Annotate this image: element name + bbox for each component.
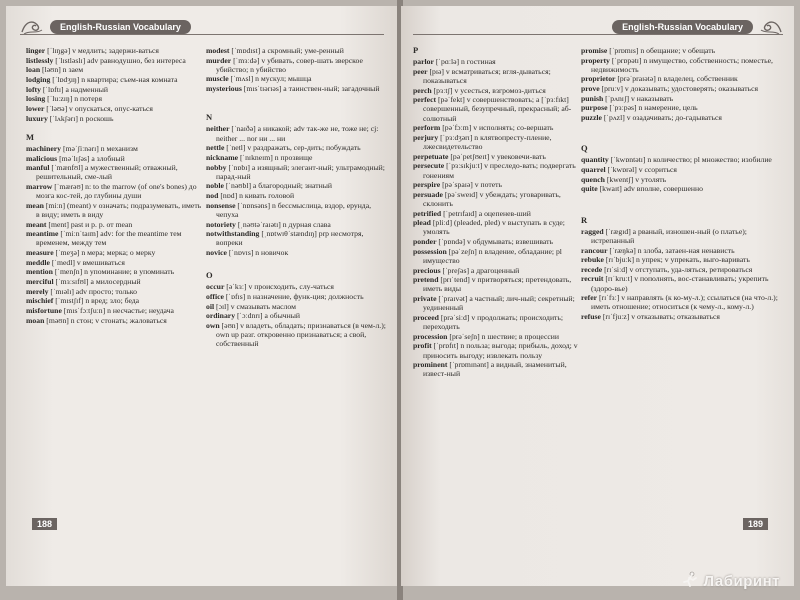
definition: [ˈkwɒrəl] v ссориться (605, 165, 677, 175)
dictionary-entry (413, 332, 579, 341)
dictionary-entry (413, 180, 579, 189)
dictionary-entry (413, 190, 579, 208)
dictionary-entry (581, 312, 781, 321)
definition: [ˈmærəʊ] n: to the marrow (of one's bones) до мозга кос-тей, до глубины души (36, 182, 197, 201)
definition: [ˈnɒvɪs] n новичок (226, 247, 289, 257)
dictionary-entry (206, 163, 388, 181)
headword: proprietor (581, 74, 616, 84)
dictionary-entry (413, 209, 579, 218)
dictionary-entry (581, 293, 781, 311)
left-header (20, 16, 384, 38)
dictionary-entry (413, 57, 579, 66)
headword: pretend (413, 275, 439, 285)
dictionary-entry (26, 267, 202, 276)
definition: [rɪˈbjuːk] n упрек; v упрекать, выго-варивать (603, 255, 750, 265)
headword: office (206, 291, 224, 301)
definition: [prəˈseʃn] n шествие; в процессии (447, 331, 560, 341)
definition: [ɔɪl] v смазывать маслом (214, 301, 296, 311)
definition: [ˈlɪŋgə] v медлить; задержи-ваться (45, 46, 159, 55)
headword: nettle (206, 143, 225, 153)
right-column-2 (581, 46, 781, 322)
dictionary-entry (581, 165, 781, 174)
dictionary-entry (581, 274, 781, 292)
headword: perfect (413, 95, 437, 105)
headword: misfortune (26, 306, 62, 316)
dictionary-entry (413, 313, 579, 331)
dictionary-entry (26, 114, 202, 123)
definition: [ˈmiːnˈtaɪm] adv: for the meantime тем временем, между тем (36, 229, 182, 248)
dictionary-entry (26, 220, 202, 229)
dictionary-entry (413, 360, 579, 378)
definition: [məˈʃiːnərɪ] n механизм (61, 143, 138, 153)
headword: purpose (581, 103, 608, 113)
definition: [prəˈsiːd] v продолжать; происходить; переходить (423, 312, 564, 332)
headword: marrow (26, 182, 53, 192)
page-number: 188 (32, 518, 57, 530)
definition: [ˈmɪstʃɪf] n вред; зло; беда (53, 296, 140, 306)
definition: [ˈɔːdnrɪ] a обычный (235, 311, 301, 321)
definition: [prəˈpraɪətə] n владелец, собственник (615, 74, 738, 84)
definition: [rɪˈfjuːz] v отказывать; отказываться (600, 312, 720, 322)
headword: mention (26, 267, 53, 277)
definition: [ˈlɒdʒɪŋ] n квартира; съем-ная комната (50, 74, 178, 84)
headword: ragged (581, 226, 604, 236)
dictionary-entry (581, 246, 781, 255)
dictionary-entry (413, 218, 579, 236)
headword: nobby (206, 162, 227, 172)
headword: occur (206, 282, 225, 292)
definition: [rɪˈsiːd] v отступать, уда-ляться, ретироваться (602, 264, 753, 274)
dictionary-entry (581, 255, 781, 264)
dictionary-entry (413, 247, 579, 265)
definition: [ˈləʊə] v опускаться, опус-каться (44, 103, 153, 113)
dictionary-entry (206, 191, 388, 200)
definition: [pruːv] v доказывать; удостоверять; оказываться (599, 84, 759, 94)
definition: [ˈmɒdɪst] a скромный; уме-ренный (229, 46, 344, 55)
headword: perpetuate (413, 151, 449, 161)
entries-n (206, 124, 388, 257)
dictionary-entry (413, 161, 579, 179)
dictionary-entry (581, 265, 781, 274)
definition: [pəˈfɔːm] v исполнять; со-вершать (440, 123, 554, 133)
headword: oil (206, 301, 215, 311)
entries-l-top (26, 46, 202, 123)
headword: puzzle (581, 113, 602, 123)
dictionary-entry (26, 182, 202, 200)
headword: malicious (26, 153, 58, 163)
headword: procession (413, 331, 448, 341)
headword: peer (413, 66, 428, 76)
definition: [əˈkɜː] v происходить, слу-чаться (224, 282, 334, 292)
definition: [pəˈfekt] v совершенствовать; a [ˈpɜːfɪkt] совершенный, безупречный, прекрасный; аб-солютный (423, 95, 572, 123)
headword: ordinary (206, 311, 236, 321)
headword: meantime (26, 229, 59, 239)
dictionary-entry (206, 282, 388, 291)
dictionary-entry (206, 248, 388, 257)
definition: [ˈrægɪd] a рваный, изношен-ный (о платье); истрепанный (591, 226, 747, 245)
headword: luxury (26, 113, 48, 123)
dictionary-entry (413, 275, 579, 293)
headword: rebuke (581, 255, 604, 265)
dictionary-entry (206, 181, 388, 190)
dictionary-entry (581, 84, 781, 93)
dictionary-entry (206, 46, 388, 55)
dictionary-entry (206, 74, 388, 83)
dictionary-entry (413, 237, 579, 246)
headword: perspire (413, 180, 441, 190)
headword: recede (581, 264, 603, 274)
entries-r (581, 227, 781, 322)
dictionary-entry (581, 184, 781, 193)
dictionary-entry (413, 266, 579, 275)
headword: lofty (26, 84, 41, 94)
definition: [kwaɪt] adv вполне, совершенно (597, 184, 703, 194)
headword: prove (581, 84, 600, 94)
headword: loan (26, 65, 41, 75)
header-rule (20, 34, 384, 35)
definition: [pəˈzeʃn] n владение, обладание; pl имущество (423, 246, 562, 265)
definition: [ˈmedl] v вмешиваться (49, 257, 125, 267)
dictionary-entry (26, 85, 202, 94)
definition: [prɪˈtend] v притворяться; претендовать, иметь виды (423, 275, 572, 294)
definition: [ˈprɒpətɪ] n имущество, собственность; поместье, недвижимость (591, 55, 773, 74)
dictionary-entry (206, 84, 388, 93)
dictionary-entry (26, 306, 202, 315)
dictionary-entry (413, 133, 579, 151)
dictionary-entry (26, 104, 202, 113)
headword: nickname (206, 152, 239, 162)
headword: precious (413, 265, 441, 275)
right-header (413, 16, 783, 38)
headword: lower (26, 103, 45, 113)
dictionary-entry (26, 287, 202, 296)
headword: punish (581, 93, 604, 103)
definition: [ˈnɪkneɪm] n прозвище (238, 152, 313, 162)
definition: [pɪə] v всматриваться; вгля-дываться; показываться (423, 66, 551, 85)
headword: measure (26, 248, 54, 258)
definition: [ˈmɜːsɪfʊl] a милосердный (53, 277, 141, 287)
dictionary-entry (581, 74, 781, 83)
headword: neither (206, 124, 230, 134)
headword: modest (206, 46, 230, 55)
dictionary-entry (413, 294, 579, 312)
definition: [pəˈpetʃʊeɪt] v увековечи-вать (448, 151, 546, 161)
headword: possession (413, 246, 447, 256)
headword: machinery (26, 143, 62, 153)
headword: parlor (413, 57, 434, 67)
dictionary-entry (413, 341, 579, 359)
dictionary-entry (206, 229, 388, 247)
watermark-logo (681, 571, 780, 590)
headword: quench (581, 174, 605, 184)
headword: merely (26, 286, 49, 296)
headword: nonsense (206, 200, 236, 210)
headword: profit (413, 341, 432, 351)
dictionary-entry (26, 201, 202, 219)
dictionary-entry (26, 229, 202, 247)
dictionary-entry (413, 67, 579, 85)
headword: moan (26, 315, 45, 325)
header-rule (413, 34, 783, 35)
definition: [ˈluːzɪŋ] n потеря (45, 94, 102, 104)
headword: merciful (26, 277, 54, 287)
dictionary-entry (581, 103, 781, 112)
definition: [nɒd] n кивать головой (218, 191, 295, 201)
definition: [rɪˈfɜː] v направлять (к ко-му-л.); ссылаться (на что-л.); иметь отношение; относиться (к чему-л., кому-л.) (591, 293, 778, 312)
dictionary-entry (413, 123, 579, 132)
dictionary-entry (26, 65, 202, 74)
header-title: English-Russian Vocabulary (50, 20, 191, 34)
headword: lodging (26, 74, 51, 84)
dictionary-entry (581, 46, 781, 55)
letter-heading-q: Q (581, 143, 588, 154)
headword: perjury (413, 132, 439, 142)
headword: plead (413, 218, 431, 228)
headword: novice (206, 247, 227, 257)
dictionary-entry (206, 220, 388, 229)
dictionary-entry (581, 94, 781, 103)
dictionary-entry (26, 94, 202, 103)
left-column-2 (206, 46, 388, 349)
headword: mischief (26, 296, 54, 306)
definition: [mɪsˈfɔːtʃuːn] n несчастье; неудача (61, 306, 174, 316)
dictionary-entry (26, 316, 202, 325)
definition: [ment] past и p. p. от mean (46, 219, 133, 229)
headword: muscle (206, 74, 229, 84)
definition: [ˈpetrɪfaɪd] a оцепенев-ший (441, 208, 531, 218)
definition: [pliːd] (pleaded, pled) v выступать в суде; умолять (423, 218, 565, 237)
letter-heading-m: M (26, 131, 35, 142)
left-column-1 (26, 46, 202, 325)
definition: [ˌnɒtwɪθˈstændɪŋ] prp несмотря, вопреки (216, 229, 364, 248)
definition: [ˈnɒnsəns] n бессмыслица, вздор, ерунда, чепуха (216, 200, 372, 219)
dictionary-entry (26, 248, 202, 257)
definition: [ˈpɜːdʒərɪ] n клятвопресту-пление, лжесвидетельство (423, 132, 552, 152)
dictionary-entry (206, 153, 388, 162)
headword: rancour (581, 245, 608, 255)
headword: linger (26, 46, 46, 55)
definition: [ˈmɜːdə] v убивать, совер-шать зверское убийство; n убийство (216, 55, 363, 74)
headword: meant (26, 219, 47, 229)
entries-m (26, 144, 202, 325)
letter-heading-n: N (206, 112, 213, 123)
entries-p (413, 57, 579, 378)
definition: [ˈprɒmɪnənt] a видный, знаменитый, извест-ный (423, 360, 567, 379)
definition: [ˈpɑːlə] n гостиная (433, 57, 496, 67)
headword: meddle (26, 257, 50, 267)
dictionary-entry (26, 144, 202, 153)
definition: [mɪsˈtɪərɪəs] a таинствен-ный; загадочный (241, 84, 380, 94)
dictionary-entry (206, 143, 388, 152)
definition: [əʊn] v владеть, обладать; признаваться (в чем-л.); own up разг. откровенно признаваться; a свой, собственный (216, 320, 386, 349)
definition: [ˈprɒfɪt] n польза; выгода; прибыль, доход; v приносить выгоду; извлекать пользу (423, 341, 578, 360)
dictionary-entry (26, 163, 202, 181)
dictionary-entry (413, 152, 579, 161)
headword: perform (413, 123, 441, 133)
headword: prominent (413, 360, 448, 370)
dictionary-entry (206, 302, 388, 311)
dictionary-entry (413, 86, 579, 95)
dictionary-entry (26, 296, 202, 305)
definition: [ˈmɪəlɪ] adv просто; только (48, 286, 137, 296)
definition: [ˈmænfʊl] a мужественный; отважный, решительный, сме-лый (36, 163, 178, 182)
definition: [ˈlɒftɪ] a надменный (40, 84, 109, 94)
dictionary-entry (206, 56, 388, 74)
entries-q (581, 155, 781, 193)
headword: persuade (413, 189, 443, 199)
headword: nod (206, 191, 219, 201)
headword: mysterious (206, 84, 242, 94)
headword: murder (206, 55, 232, 65)
headword: quite (581, 184, 598, 194)
watermark-text: Лабиринт (703, 573, 780, 590)
headword: quantity (581, 155, 609, 165)
definition: [ˈpɜːsɪkjuːt] v преследо-вать; подвергать гонениям (423, 161, 576, 180)
dictionary-entry (26, 258, 202, 267)
dictionary-entry (206, 292, 388, 301)
dictionary-entry (413, 95, 579, 122)
dictionary-entry (26, 75, 202, 84)
definition: [ˈɒfɪs] n назначение, функ-ция; должность (223, 291, 364, 301)
headword: private (413, 294, 437, 304)
dictionary-entry (206, 311, 388, 320)
dictionary-entry (206, 321, 388, 348)
definition: [ˈnəʊbl] a благородный; знатный (223, 181, 332, 191)
headword: listlessly (26, 55, 54, 65)
headword: mean (26, 200, 44, 210)
definition: [ˈlʌkʃərɪ] n роскошь (47, 113, 114, 123)
dictionary-entry (581, 227, 781, 245)
dictionary-entry (206, 124, 388, 142)
letter-heading-o: O (206, 270, 213, 281)
definition: [ˈprɒmɪs] n обещание; v обещать (607, 46, 716, 55)
dictionary-entry (26, 56, 202, 65)
headword: noble (206, 181, 224, 191)
definition: [ˈlɪstləslɪ] adv равнодушно, без интереса (53, 55, 186, 65)
definition: [ˈnɒbɪ] a изящный; элегант-ный; ультрамодный; парад-ный (216, 162, 385, 181)
headword: property (581, 55, 610, 65)
right-page (401, 6, 794, 586)
definition: [miːn] (meant) v означать; подразумевать, иметь в виду; иметь в виду (36, 200, 202, 219)
right-column-1 (413, 46, 579, 379)
definition: [ˈnaɪðə] a никакой; adv так-же не, тоже не; cj: neither ... nor ни ... ни (216, 124, 379, 143)
headword: losing (26, 94, 46, 104)
definition: [ˈpʌnɪʃ] v наказывать (603, 93, 674, 103)
headword: promise (581, 46, 608, 55)
dictionary-entry (206, 201, 388, 219)
entries-p-cont (581, 46, 781, 122)
headword: notwithstanding (206, 229, 260, 239)
definition: [pəˈsweɪd] v убеждать; уговаривать, склонить (423, 189, 561, 208)
dictionary-entry (26, 154, 202, 163)
definition: [ˈpɜːpəs] n намерение, цель (607, 103, 698, 113)
header-title: English-Russian Vocabulary (612, 20, 753, 34)
definition: [ˈpreʃəs] a драгоценный (440, 265, 520, 275)
dictionary-entry (26, 46, 202, 55)
headword: refuse (581, 312, 601, 322)
entries-o (206, 282, 388, 348)
headword: recruit (581, 274, 604, 284)
definition: [pəˈspaɪə] v потеть (440, 180, 503, 190)
definition: [ˈnetl] v раздражать, сер-дить; побуждать (224, 143, 361, 153)
definition: [ləʊn] n заем (40, 65, 84, 75)
definition: [pɜːtʃ] v усесться, взгромоз-диться (431, 85, 546, 95)
dictionary-entry (581, 155, 781, 164)
headword: perch (413, 85, 432, 95)
page-number: 189 (743, 518, 768, 530)
definition: [ˈræŋkə] n злоба, затаен-ная ненависть (607, 245, 735, 255)
definition: [məˈlɪʃəs] a злобный (57, 153, 125, 163)
headword: manful (26, 163, 50, 173)
headword: refer (581, 293, 598, 303)
runner-icon (681, 571, 699, 589)
definition: [ˈkwɒntətɪ] n количество; pl множество; изобилие (608, 155, 772, 165)
definition: [rɪˈkruːt] v пополнять, вос-станавливать; укрепить (здоро-вье) (591, 274, 769, 293)
entries-m-cont (206, 46, 388, 93)
headword: persecute (413, 161, 445, 171)
letter-heading-p: P (413, 45, 419, 55)
definition: [ˈpʌzl] v озадачивать; до-гадываться (601, 113, 722, 123)
headword: ponder (413, 237, 437, 247)
headword: petrified (413, 208, 442, 218)
left-page (6, 6, 399, 586)
definition: [kwentʃ] v утолять (604, 174, 667, 184)
letter-heading-r: R (581, 214, 588, 225)
headword: quarrel (581, 165, 606, 175)
definition: [ˈpɒndə] v обдумывать; взвешивать (436, 237, 553, 247)
headword: notoriety (206, 219, 236, 229)
dictionary-entry (26, 277, 202, 286)
definition: [ˈmʌsl] n мускул; мышца (228, 74, 312, 84)
dictionary-entry (581, 56, 781, 74)
definition: [ˌnəʊtəˈraɪətɪ] n дурная слава (235, 219, 331, 229)
headword: proceed (413, 312, 439, 322)
definition: [məʊn] n стон; v стонать; жаловаться (44, 315, 167, 325)
definition: [ˈmenʃn] n упоминание; в упоминать (52, 267, 175, 277)
definition: [ˈpraɪvət] a частный; лич-ный; секретный; уединенный (423, 294, 575, 313)
dictionary-entry (581, 175, 781, 184)
definition: [ˈmeʒə] n мера; мерка; о мерку (53, 248, 156, 258)
dictionary-entry (581, 113, 781, 122)
headword: own (206, 320, 220, 330)
